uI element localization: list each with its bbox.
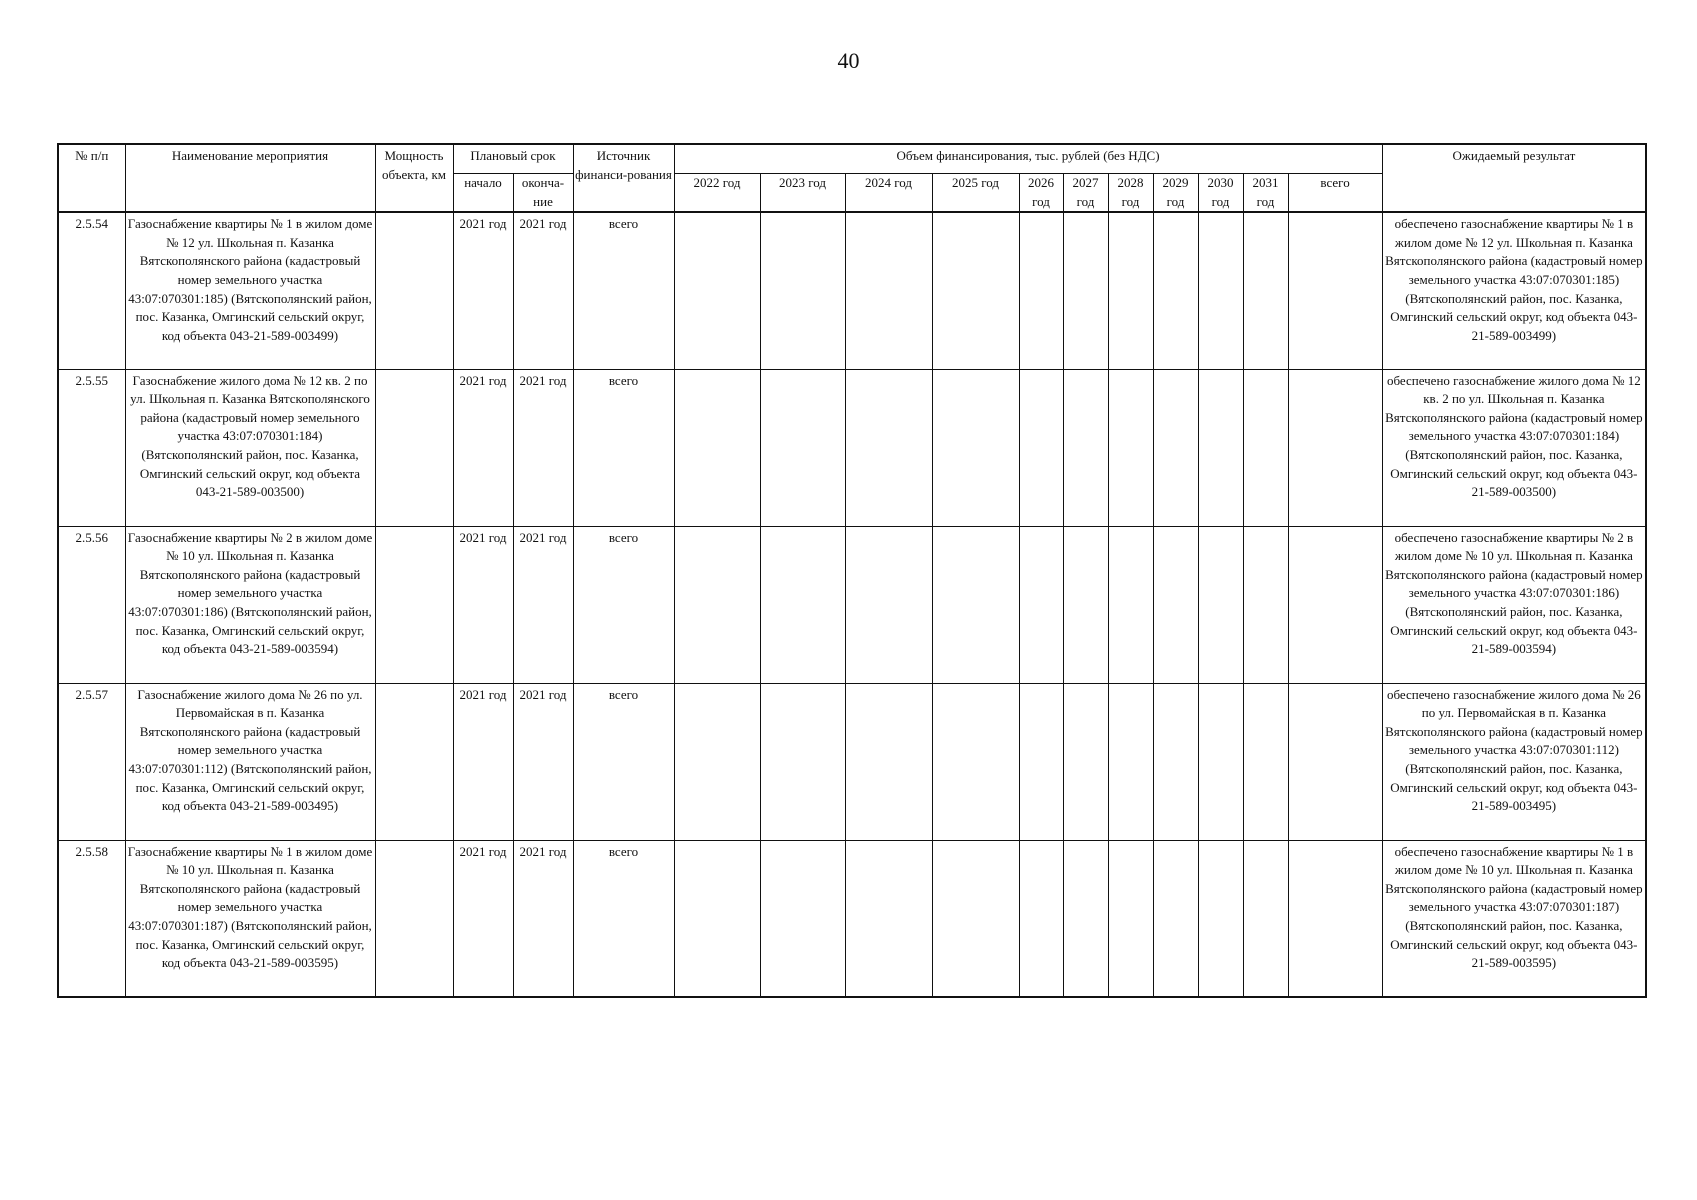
table-header xyxy=(58,144,1646,212)
row-value xyxy=(1019,683,1063,840)
row-value xyxy=(1108,840,1153,997)
row-total xyxy=(1288,212,1382,369)
row-value xyxy=(845,683,932,840)
row-value xyxy=(1153,840,1198,997)
table-row xyxy=(58,683,1646,840)
row-value xyxy=(1243,526,1288,683)
row-start: 2021 год xyxy=(453,683,513,840)
row-total xyxy=(1288,526,1382,683)
header-source: Источник финанси-рования xyxy=(573,144,674,212)
row-value xyxy=(1198,526,1243,683)
row-total xyxy=(1288,840,1382,997)
table-row xyxy=(58,526,1646,683)
table-row xyxy=(58,369,1646,526)
row-num: 2.5.56 xyxy=(58,526,125,683)
header-name: Наименование мероприятия xyxy=(125,144,375,212)
row-value xyxy=(1198,840,1243,997)
row-value xyxy=(760,526,845,683)
row-value xyxy=(845,369,932,526)
row-num: 2.5.55 xyxy=(58,369,125,526)
row-power xyxy=(375,369,453,526)
row-value xyxy=(845,212,932,369)
table-row xyxy=(58,212,1646,369)
row-value xyxy=(674,369,760,526)
header-term-end: оконча-ние xyxy=(513,174,573,213)
row-value xyxy=(674,683,760,840)
row-value xyxy=(932,212,1019,369)
row-name: Газоснабжение квартиры № 2 в жилом доме № 10 ул. Школьная п. Казанка Вятскополянского района (кадастровый номер земельного участка 43:07:070301:186) (Вятскополянский район, пос. Казанка, Омгинский сельский округ, код объекта 043-21-589-003594) xyxy=(125,526,375,683)
row-value xyxy=(1108,212,1153,369)
row-value xyxy=(932,369,1019,526)
row-start: 2021 год xyxy=(453,526,513,683)
row-value xyxy=(932,840,1019,997)
header-total: всего xyxy=(1288,174,1382,213)
row-name: Газоснабжение жилого дома № 12 кв. 2 по ул. Школьная п. Казанка Вятскополянского района (кадастровый номер земельного участка 43:07:070301:184) (Вятскополянский район, пос. Казанка, Омгинский сельский округ, код объекта 043-21-589-003500) xyxy=(125,369,375,526)
row-value xyxy=(1153,683,1198,840)
row-value xyxy=(760,840,845,997)
row-value xyxy=(1063,369,1108,526)
row-value xyxy=(1019,369,1063,526)
row-value xyxy=(932,526,1019,683)
row-total xyxy=(1288,369,1382,526)
row-num: 2.5.54 xyxy=(58,212,125,369)
row-source: всего xyxy=(573,683,674,840)
row-result: обеспечено газоснабжение квартиры № 1 в жилом доме № 10 ул. Школьная п. Казанка Вятскополянского района (кадастровый номер земельного участка 43:07:070301:187) (Вятскополянский район, пос. Казанка, Омгинский сельский округ, код объекта 043-21-589-003595) xyxy=(1382,840,1646,997)
header-volume: Объем финансирования, тыс. рублей (без НДС) xyxy=(674,144,1382,174)
row-value xyxy=(1108,683,1153,840)
row-result: обеспечено газоснабжение квартиры № 2 в жилом доме № 10 ул. Школьная п. Казанка Вятскополянского района (кадастровый номер земельного участка 43:07:070301:186) (Вятскополянский район, пос. Казанка, Омгинский сельский округ, код объекта 043-21-589-003594) xyxy=(1382,526,1646,683)
row-power xyxy=(375,683,453,840)
row-value xyxy=(674,212,760,369)
row-value xyxy=(674,840,760,997)
row-value xyxy=(1243,840,1288,997)
row-value xyxy=(760,683,845,840)
row-end: 2021 год xyxy=(513,840,573,997)
row-start: 2021 год xyxy=(453,840,513,997)
row-value xyxy=(1063,212,1108,369)
header-term: Плановый срок xyxy=(453,144,573,174)
row-power xyxy=(375,526,453,683)
row-num: 2.5.58 xyxy=(58,840,125,997)
row-value xyxy=(1019,526,1063,683)
row-power xyxy=(375,840,453,997)
header-result: Ожидаемый результат xyxy=(1382,144,1646,212)
row-result: обеспечено газоснабжение жилого дома № 26 по ул. Первомайская в п. Казанка Вятскополянского района (кадастровый номер земельного участка 43:07:070301:112) (Вятскополянский район, пос. Казанка, Омгинский сельский округ, код объекта 043-21-589-003495) xyxy=(1382,683,1646,840)
row-result: обеспечено газоснабжение квартиры № 1 в жилом доме № 12 ул. Школьная п. Казанка Вятскополянского района (кадастровый номер земельного участка 43:07:070301:185) (Вятскополянский район, пос. Казанка, Омгинский сельский округ, код объекта 043-21-589-003499) xyxy=(1382,212,1646,369)
row-value xyxy=(1198,212,1243,369)
row-value xyxy=(1019,212,1063,369)
row-value xyxy=(1243,683,1288,840)
row-value xyxy=(1108,526,1153,683)
table-body xyxy=(58,212,1646,997)
header-year: 2024 год xyxy=(845,174,932,213)
row-value xyxy=(1108,369,1153,526)
header-year: 2030 год xyxy=(1198,174,1243,213)
row-source: всего xyxy=(573,369,674,526)
row-end: 2021 год xyxy=(513,369,573,526)
row-result: обеспечено газоснабжение жилого дома № 12 кв. 2 по ул. Школьная п. Казанка Вятскополянского района (кадастровый номер земельного участка 43:07:070301:184) (Вятскополянский район, пос. Казанка, Омгинский сельский округ, код объекта 043-21-589-003500) xyxy=(1382,369,1646,526)
row-value xyxy=(760,369,845,526)
row-source: всего xyxy=(573,526,674,683)
row-value xyxy=(1198,369,1243,526)
row-value xyxy=(845,840,932,997)
row-end: 2021 год xyxy=(513,683,573,840)
row-value xyxy=(932,683,1019,840)
row-value xyxy=(1243,212,1288,369)
row-value xyxy=(1243,369,1288,526)
row-value xyxy=(1063,840,1108,997)
row-end: 2021 год xyxy=(513,212,573,369)
row-value xyxy=(674,526,760,683)
row-value xyxy=(760,212,845,369)
row-source: всего xyxy=(573,212,674,369)
header-year: 2026 год xyxy=(1019,174,1063,213)
row-value xyxy=(1198,683,1243,840)
row-value xyxy=(1153,526,1198,683)
header-year: 2031 год xyxy=(1243,174,1288,213)
table-row xyxy=(58,840,1646,997)
row-end: 2021 год xyxy=(513,526,573,683)
header-year: 2027 год xyxy=(1063,174,1108,213)
financing-table xyxy=(57,143,1647,998)
header-year: 2023 год xyxy=(760,174,845,213)
row-start: 2021 год xyxy=(453,369,513,526)
header-year: 2025 год xyxy=(932,174,1019,213)
row-source: всего xyxy=(573,840,674,997)
page-number: 40 xyxy=(837,48,860,73)
row-value xyxy=(845,526,932,683)
row-name: Газоснабжение квартиры № 1 в жилом доме № 12 ул. Школьная п. Казанка Вятскополянского района (кадастровый номер земельного участка 43:07:070301:185) (Вятскополянский район, пос. Казанка, Омгинский сельский округ, код объекта 043-21-589-003499) xyxy=(125,212,375,369)
row-value xyxy=(1153,369,1198,526)
header-year: 2028 год xyxy=(1108,174,1153,213)
row-value xyxy=(1063,683,1108,840)
row-value xyxy=(1019,840,1063,997)
header-year: 2022 год xyxy=(674,174,760,213)
row-start: 2021 год xyxy=(453,212,513,369)
header-num: № п/п xyxy=(58,144,125,212)
row-power xyxy=(375,212,453,369)
row-name: Газоснабжение квартиры № 1 в жилом доме № 10 ул. Школьная п. Казанка Вятскополянского района (кадастровый номер земельного участка 43:07:070301:187) (Вятскополянский район, пос. Казанка, Омгинский сельский округ, код объекта 043-21-589-003595) xyxy=(125,840,375,997)
header-power: Мощность объекта, км xyxy=(375,144,453,212)
row-num: 2.5.57 xyxy=(58,683,125,840)
row-value xyxy=(1153,212,1198,369)
header-term-start: начало xyxy=(453,174,513,213)
header-year: 2029 год xyxy=(1153,174,1198,213)
row-value xyxy=(1063,526,1108,683)
row-name: Газоснабжение жилого дома № 26 по ул. Первомайская в п. Казанка Вятскополянского района (кадастровый номер земельного участка 43:07:070301:112) (Вятскополянский район, пос. Казанка, Омгинский сельский округ, код объекта 043-21-589-003495) xyxy=(125,683,375,840)
row-total xyxy=(1288,683,1382,840)
